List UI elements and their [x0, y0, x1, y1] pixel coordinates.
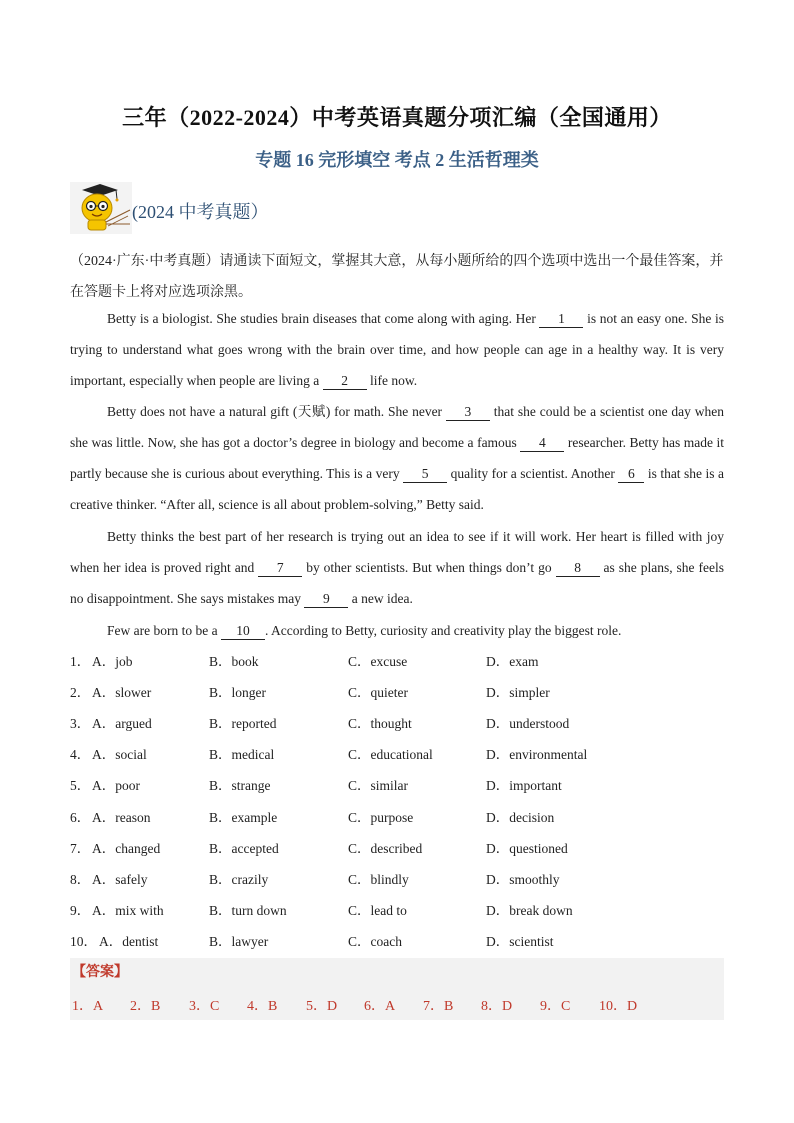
answer-item: 9．C	[540, 999, 571, 1014]
question-number: 6．	[70, 810, 91, 825]
option-c: C．described	[348, 841, 423, 856]
passage-text: by other scientists. But when things don’t go	[302, 560, 556, 575]
answer-item: 7．B	[423, 999, 454, 1014]
blank-4: 4	[520, 435, 564, 452]
passage-text: Betty is a biologist. She studies brain diseases that come along with aging. Her	[107, 311, 540, 326]
option-c: C．coach	[348, 934, 402, 949]
passage-paragraph-3	[70, 521, 724, 614]
question-row-4	[70, 739, 724, 770]
option-c: C．excuse	[348, 654, 408, 669]
question-row-6	[70, 802, 724, 833]
passage-text: is that she is a creative thinker. “After all, science is all about problem-solving,” Betty said.	[70, 466, 724, 512]
option-b: B．reported	[209, 716, 277, 731]
instructions-line-2: 在答题卡上将对应选项涂黑。	[70, 285, 252, 300]
option-d: D．break down	[486, 903, 573, 918]
option-a: A．mix with	[92, 903, 164, 918]
option-a: A．social	[92, 747, 147, 762]
question-number: 2．	[70, 685, 91, 700]
instructions	[70, 246, 724, 308]
graduate-mascot-icon	[70, 182, 132, 234]
question-row-7	[70, 833, 724, 864]
option-a: A．job	[92, 654, 133, 669]
option-b: B．lawyer	[209, 934, 269, 949]
answer-item: 1．A	[72, 999, 104, 1014]
question-number: 10．	[70, 934, 97, 949]
passage-text: life now.	[366, 373, 418, 388]
question-row-5	[70, 770, 724, 801]
passage-text: as she plans, she feels no disappointment. She says mistakes may	[70, 560, 724, 606]
page-title: 三年（2022-2024）中考英语真题分项汇编（全国通用）	[122, 105, 672, 130]
option-c: C．thought	[348, 716, 412, 731]
question-row-9	[70, 895, 724, 926]
question-number: 4．	[70, 747, 91, 762]
blank-5: 5	[403, 466, 447, 483]
blank-9: 9	[304, 591, 348, 608]
option-d: D．important	[486, 778, 562, 793]
instructions-line-1: （2024·广东·中考真题）请通读下面短文，掌握其大意，从每小题所给的四个选项中选出一个最佳答案，并	[70, 254, 724, 269]
option-c: C．educational	[348, 747, 433, 762]
option-a: A．dentist	[99, 934, 159, 949]
answer-title: 【答案】	[72, 965, 128, 980]
answer-section	[70, 958, 724, 1020]
blank-10: 10	[221, 623, 265, 640]
option-d: D．understood	[486, 716, 570, 731]
answer-item: 10．D	[599, 999, 638, 1014]
blank-3: 3	[446, 404, 490, 421]
question-number: 8．	[70, 872, 91, 887]
option-b: B．strange	[209, 778, 271, 793]
passage-paragraph-1	[70, 303, 724, 396]
question-number: 3．	[70, 716, 91, 731]
passage-paragraph-2	[70, 396, 724, 520]
option-a: A．slower	[92, 685, 152, 700]
blank-6: 6	[618, 466, 644, 483]
option-a: A．argued	[92, 716, 152, 731]
passage-text: that she could be a scientist one day when she was little. Now, she has got a doctor’s degree in biology and become a famous	[70, 404, 725, 450]
option-b: B．crazily	[209, 872, 269, 887]
question-row-8	[70, 864, 724, 895]
option-d: D．smoothly	[486, 872, 560, 887]
question-row-10	[70, 926, 724, 957]
option-b: B．accepted	[209, 841, 279, 856]
year-label: (2024 中考真题）	[132, 202, 269, 222]
answer-item: 6．A	[364, 999, 396, 1014]
passage-text: a new idea.	[348, 591, 413, 606]
option-d: D．decision	[486, 810, 555, 825]
question-number: 7．	[70, 841, 91, 856]
option-d: D．scientist	[486, 934, 554, 949]
option-d: D．exam	[486, 654, 539, 669]
answer-item: 4．B	[247, 999, 278, 1014]
option-b: B．book	[209, 654, 259, 669]
answer-item: 3．C	[189, 999, 220, 1014]
option-c: C．purpose	[348, 810, 414, 825]
passage-text: Few are born to be a	[107, 623, 221, 638]
option-a: A．changed	[92, 841, 161, 856]
answer-item: 8．D	[481, 999, 513, 1014]
blank-8: 8	[556, 560, 600, 577]
question-row-2	[70, 677, 724, 708]
passage-text: Betty does not have a natural gift (天赋) for math. She never	[107, 404, 446, 419]
passage-paragraph-4	[70, 615, 724, 646]
blank-7: 7	[258, 560, 302, 577]
question-number: 9．	[70, 903, 91, 918]
question-row-3	[70, 708, 724, 739]
blank-1: 1	[539, 311, 583, 328]
passage-text: quality for a scientist. Another	[447, 466, 619, 481]
option-b: B．longer	[209, 685, 266, 700]
question-row-1	[70, 646, 724, 677]
passage-text: researcher. Betty has made it partly because she is curious about everything. This is a very	[70, 435, 725, 481]
option-b: B．medical	[209, 747, 275, 762]
option-d: D．questioned	[486, 841, 568, 856]
answer-item: 2．B	[130, 999, 161, 1014]
passage-text: is not an easy one. She is trying to understand what goes wrong with the brain over time, and how people can age in a healthy way. It is very important, especially when people are living a	[70, 311, 724, 388]
option-b: B．example	[209, 810, 278, 825]
option-c: C．blindly	[348, 872, 409, 887]
option-c: C．similar	[348, 778, 408, 793]
option-a: A．reason	[92, 810, 151, 825]
option-d: D．environmental	[486, 747, 588, 762]
option-a: A．safely	[92, 872, 148, 887]
answer-item: 5．D	[306, 999, 338, 1014]
passage-text: Betty thinks the best part of her research is trying out an idea to see if it will work. Her heart is filled with joy when her idea is proved right and	[70, 529, 724, 575]
question-number: 5．	[70, 778, 91, 793]
option-a: A．poor	[92, 778, 140, 793]
option-c: C．lead to	[348, 903, 407, 918]
passage-text: . According to Betty, curiosity and creativity play the biggest role.	[264, 623, 622, 638]
option-c: C．quieter	[348, 685, 408, 700]
option-b: B．turn down	[209, 903, 287, 918]
page-subtitle: 专题 16 完形填空 考点 2 生活哲理类	[255, 150, 539, 170]
question-number: 1．	[70, 654, 91, 669]
blank-2: 2	[323, 373, 367, 390]
option-d: D．simpler	[486, 685, 550, 700]
